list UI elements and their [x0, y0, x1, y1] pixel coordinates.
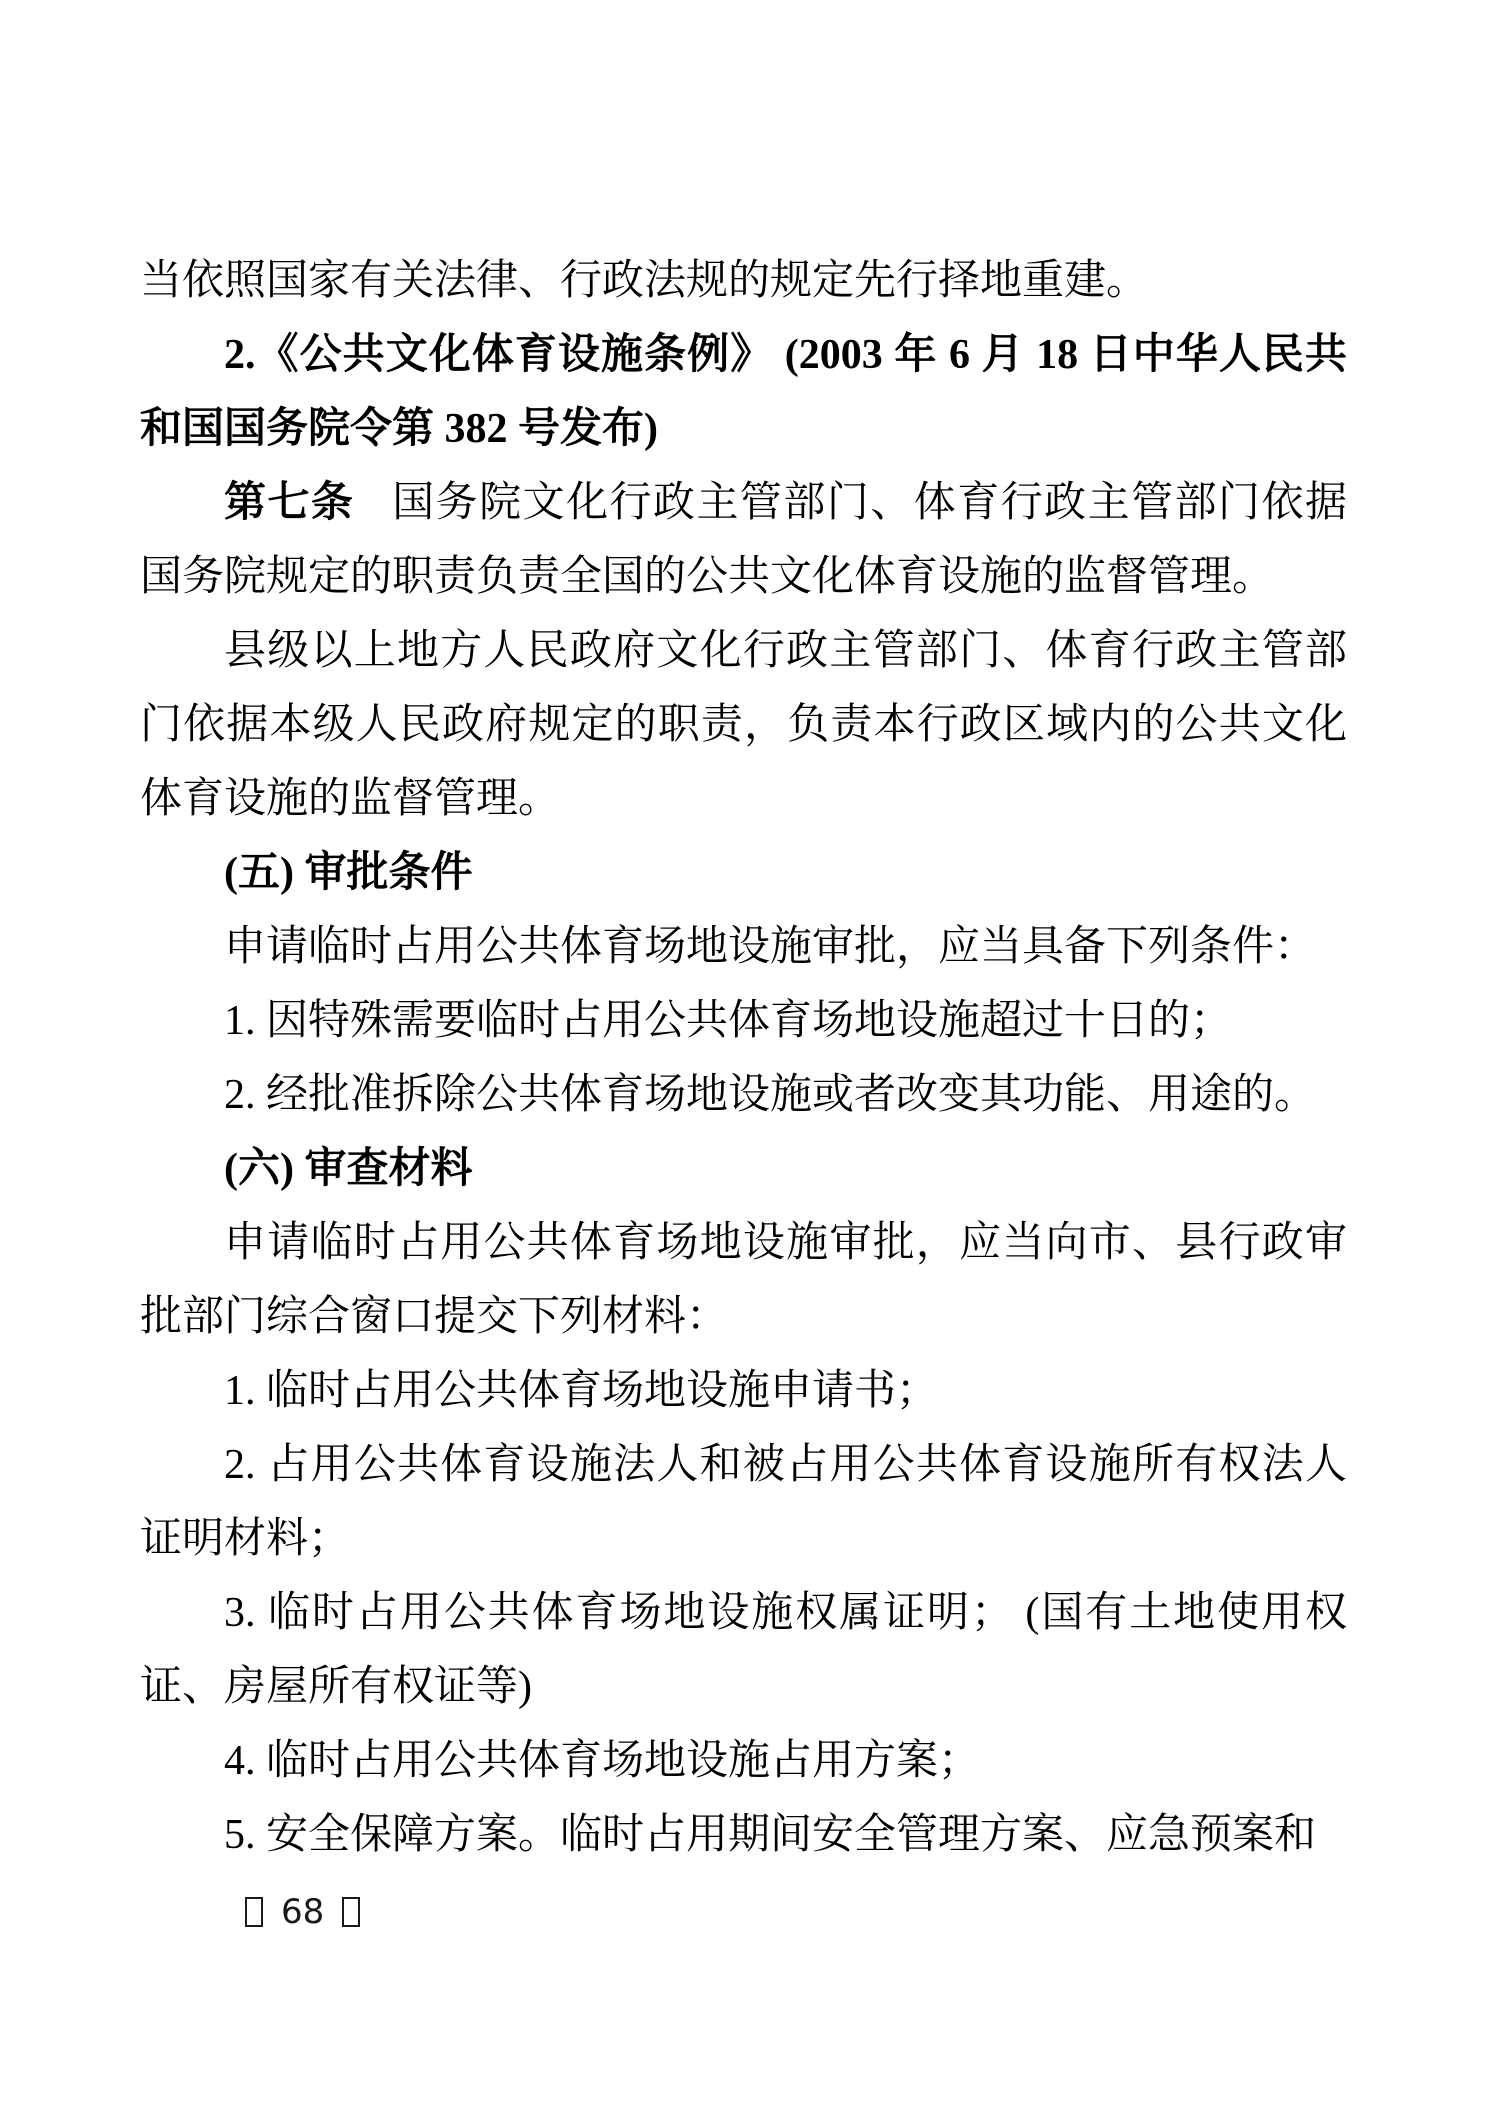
list-item: 3. 临时占用公共体育场地设施权属证明； (国有土地使用权证、房屋所有权证等)	[140, 1590, 1347, 1710]
list-item: 1. 因特殊需要临时占用公共体育场地设施超过十日的；	[224, 998, 1233, 1044]
missing-glyph-box-icon	[245, 1897, 263, 1927]
paragraph: 申请临时占用公共体育场地设施审批，应当向市、县行政审批部门综合窗口提交下列材料：	[140, 1220, 1347, 1340]
list-item: 2. 经批准拆除公共体育场地设施或者改变其功能、用途的。	[224, 1072, 1317, 1118]
regulation-title-heading: 2.《公共文化体育设施条例》 (2003 年 6 月 18 日中华人民共和国国务院令第 382 号发布)	[140, 332, 1347, 452]
page-number: 68	[281, 1892, 325, 1932]
list-item: 1. 临时占用公共体育场地设施申请书；	[224, 1368, 939, 1414]
page-footer	[245, 1892, 360, 1932]
paragraph-text: 国务院文化行政主管部门、体育行政主管部门依据国务院规定的职责负责全国的公共文化体育设施的监督管理。	[140, 480, 1347, 600]
list-item: 4. 临时占用公共体育场地设施占用方案；	[224, 1738, 981, 1784]
paragraph: 县级以上地方人民政府文化行政主管部门、体育行政主管部门依据本级人民政府规定的职责，负责本行政区域内的公共文化体育设施的监督管理。	[140, 628, 1347, 822]
paragraph: 申请临时占用公共体育场地设施审批，应当具备下列条件：	[224, 924, 1317, 970]
section-heading-approval-conditions: (五) 审批条件	[224, 850, 473, 896]
article-paragraph	[140, 466, 1347, 614]
document-body	[140, 244, 1347, 1872]
article-number: 第七条	[224, 480, 355, 526]
paragraph-continuation: 当依照国家有关法律、行政法规的规定先行择地重建。	[140, 258, 1149, 304]
missing-glyph-box-icon	[342, 1897, 360, 1927]
list-item: 5. 安全保障方案。临时占用期间安全管理方案、应急预案和	[224, 1812, 1317, 1858]
section-heading-review-materials: (六) 审查材料	[224, 1146, 473, 1192]
list-item: 2. 占用公共体育设施法人和被占用公共体育设施所有权法人证明材料；	[140, 1442, 1347, 1562]
